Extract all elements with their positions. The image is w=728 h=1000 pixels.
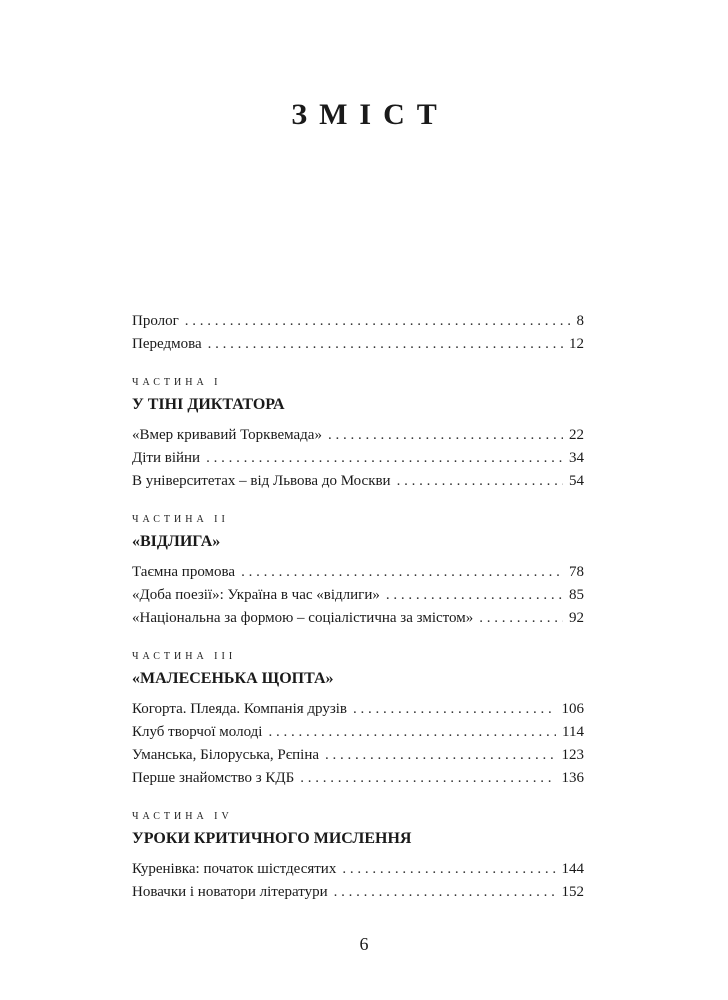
toc-entry-label: «Доба поезії»: Україна в час «відлиги» (132, 587, 380, 603)
dot-leader (300, 767, 555, 790)
table-of-contents (132, 310, 584, 904)
toc-entry[interactable] (132, 470, 584, 493)
part-label: ЧАСТИНА IV (132, 811, 233, 822)
dot-leader (206, 447, 563, 470)
part-title: «ВІДЛИГА» (132, 533, 221, 550)
part-section (132, 513, 584, 630)
toc-entry[interactable] (132, 744, 584, 767)
toc-entry-label: «Національна за формою – соціалістична за змістом» (132, 610, 474, 626)
part-label: ЧАСТИНА I (132, 377, 222, 388)
toc-entry-label: Клуб творчої молоді (132, 724, 263, 740)
part-title: У ТІНІ ДИКТАТОРА (132, 396, 285, 413)
toc-entry-label: Уманська, Білоруська, Рєпіна (132, 747, 320, 763)
toc-entry-label: «Вмер кривавий Торквемада» (132, 427, 322, 443)
toc-entry-label: В університетах – від Львова до Москви (132, 473, 391, 489)
dot-leader (328, 424, 563, 447)
toc-entry[interactable] (132, 767, 584, 790)
toc-entry-label: Пролог (132, 313, 179, 329)
dot-leader (334, 881, 556, 904)
toc-entry[interactable] (132, 584, 584, 607)
toc-entry-page: 106 (561, 701, 584, 717)
part-label: ЧАСТИНА II (132, 514, 229, 525)
dot-leader (325, 744, 555, 767)
toc-entry-label: Таємна промова (132, 564, 236, 580)
toc-entry-page: 8 (576, 313, 584, 329)
toc-entry[interactable] (132, 310, 584, 333)
toc-entry[interactable] (132, 424, 584, 447)
dot-leader (268, 721, 556, 744)
toc-entry-label: Діти війни (132, 450, 201, 466)
part-title: «МАЛЕСЕНЬКА ЩОПТА» (132, 670, 334, 687)
toc-entry-page: 22 (569, 427, 584, 443)
toc-entry-page: 152 (561, 884, 584, 900)
toc-entry-page: 123 (561, 747, 584, 763)
toc-entry[interactable] (132, 561, 584, 584)
page-number: 6 (359, 934, 369, 954)
part-section (132, 650, 584, 790)
toc-entry[interactable] (132, 698, 584, 721)
toc-entry-page: 144 (561, 861, 584, 877)
part-label: ЧАСТИНА III (132, 651, 237, 662)
toc-entry[interactable] (132, 607, 584, 630)
toc-entry-label: Перше знайомство з КДБ (132, 770, 295, 786)
toc-entry-page: 92 (569, 610, 584, 626)
dot-leader (342, 858, 555, 881)
toc-entry[interactable] (132, 447, 584, 470)
toc-entry[interactable] (132, 881, 584, 904)
part-section (132, 810, 584, 904)
part-title: УРОКИ КРИТИЧНОГО МИСЛЕННЯ (132, 830, 412, 847)
toc-entry-page: 136 (561, 770, 584, 786)
part-section (132, 376, 584, 493)
page-title: ЗМІСТ (291, 98, 449, 131)
toc-entry-page: 54 (569, 473, 584, 489)
dot-leader (241, 561, 563, 584)
dot-leader (386, 584, 563, 607)
dot-leader (353, 698, 555, 721)
toc-entry[interactable] (132, 721, 584, 744)
toc-entry-label: Новачки і новатори літератури (132, 884, 328, 900)
toc-entry-label: Когорта. Плеяда. Компанія друзів (132, 701, 348, 717)
toc-entry-page: 114 (562, 724, 584, 740)
toc-entry[interactable] (132, 858, 584, 881)
dot-leader (397, 470, 563, 493)
toc-entry-label: Куренівка: початок шістдесятих (132, 861, 337, 877)
toc-entry-page: 85 (569, 587, 584, 603)
toc-entry-label: Передмова (132, 336, 202, 352)
toc-entry[interactable] (132, 333, 584, 356)
dot-leader (208, 333, 563, 356)
dot-leader (479, 607, 563, 630)
toc-entry-page: 34 (569, 450, 584, 466)
toc-entry-page: 78 (569, 564, 584, 580)
toc-entry-page: 12 (569, 336, 584, 352)
dot-leader (185, 310, 571, 333)
intro-section (132, 310, 584, 356)
